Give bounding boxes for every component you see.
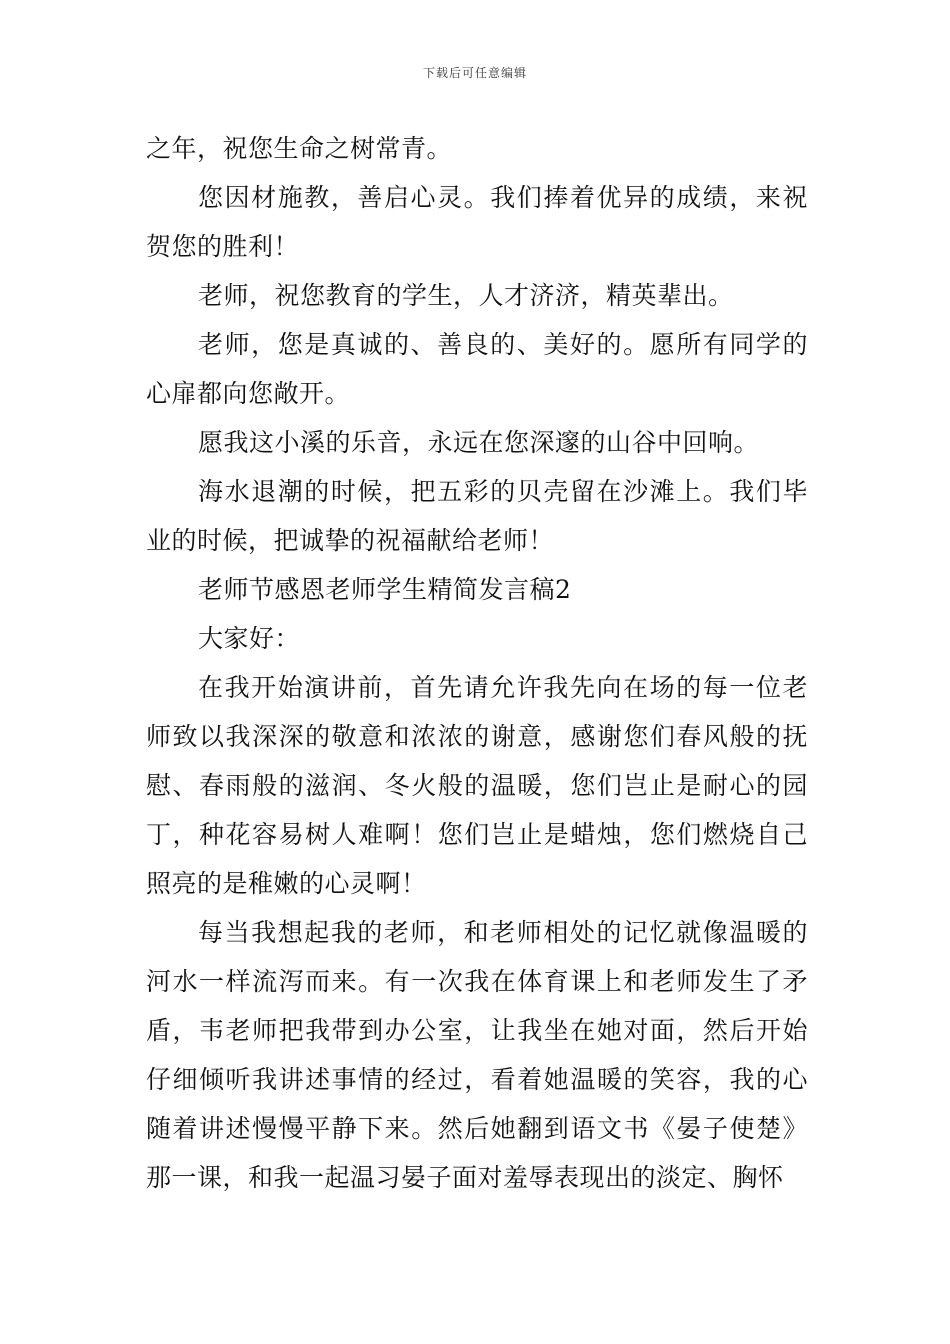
greeting: 大家好：	[198, 624, 301, 653]
paragraph-2: 您因材施教，善启心灵。我们捧着优异的成绩，来祝贺您的胜利！	[146, 183, 808, 261]
paragraph-9: 在我开始演讲前，首先请允许我先向在场的每一位老师致以我深深的敬意和浓浓的谢意，感谢您们春风般的抚慰、春雨般的滋润、冬火般的温暖，您们岂止是耐心的园丁，种花容易树人难啊！您们岂止是蜡烛，您们燃烧自己照亮的是稚嫩的心灵啊！	[146, 673, 808, 898]
page-header: 下载后可任意编辑	[422, 66, 527, 80]
paragraph-5: 愿我这小溪的乐音，永远在您深邃的山谷中回响。	[198, 428, 760, 457]
paragraph-6: 海水退潮的时候，把五彩的贝壳留在沙滩上。我们毕业的时候，把诚挚的祝福献给老师！	[146, 477, 808, 555]
document-body	[146, 124, 808, 1202]
paragraph-4: 老师，您是真诚的、善良的、美好的。愿所有同学的心扉都向您敞开。	[146, 330, 808, 408]
paragraph-10: 每当我想起我的老师，和老师相处的记忆就像温暖的河水一样流泻而来。有一次我在体育课上和老师发生了矛盾，韦老师把我带到办公室，让我坐在她对面，然后开始仔细倾听我讲述事情的经过，看着她温暖的笑容，我的心随着讲述慢慢平静下来。然后她翻到语文书《晏子使楚》那一课，和我一起温习晏子面对羞辱表现出的淡定、胸怀	[146, 918, 808, 1192]
paragraph-1: 之年，祝您生命之树常青。	[146, 134, 453, 163]
section-title: 老师节感恩老师学生精简发言稿2	[198, 575, 572, 604]
paragraph-3: 老师，祝您教育的学生，人才济济，精英辈出。	[198, 281, 734, 310]
